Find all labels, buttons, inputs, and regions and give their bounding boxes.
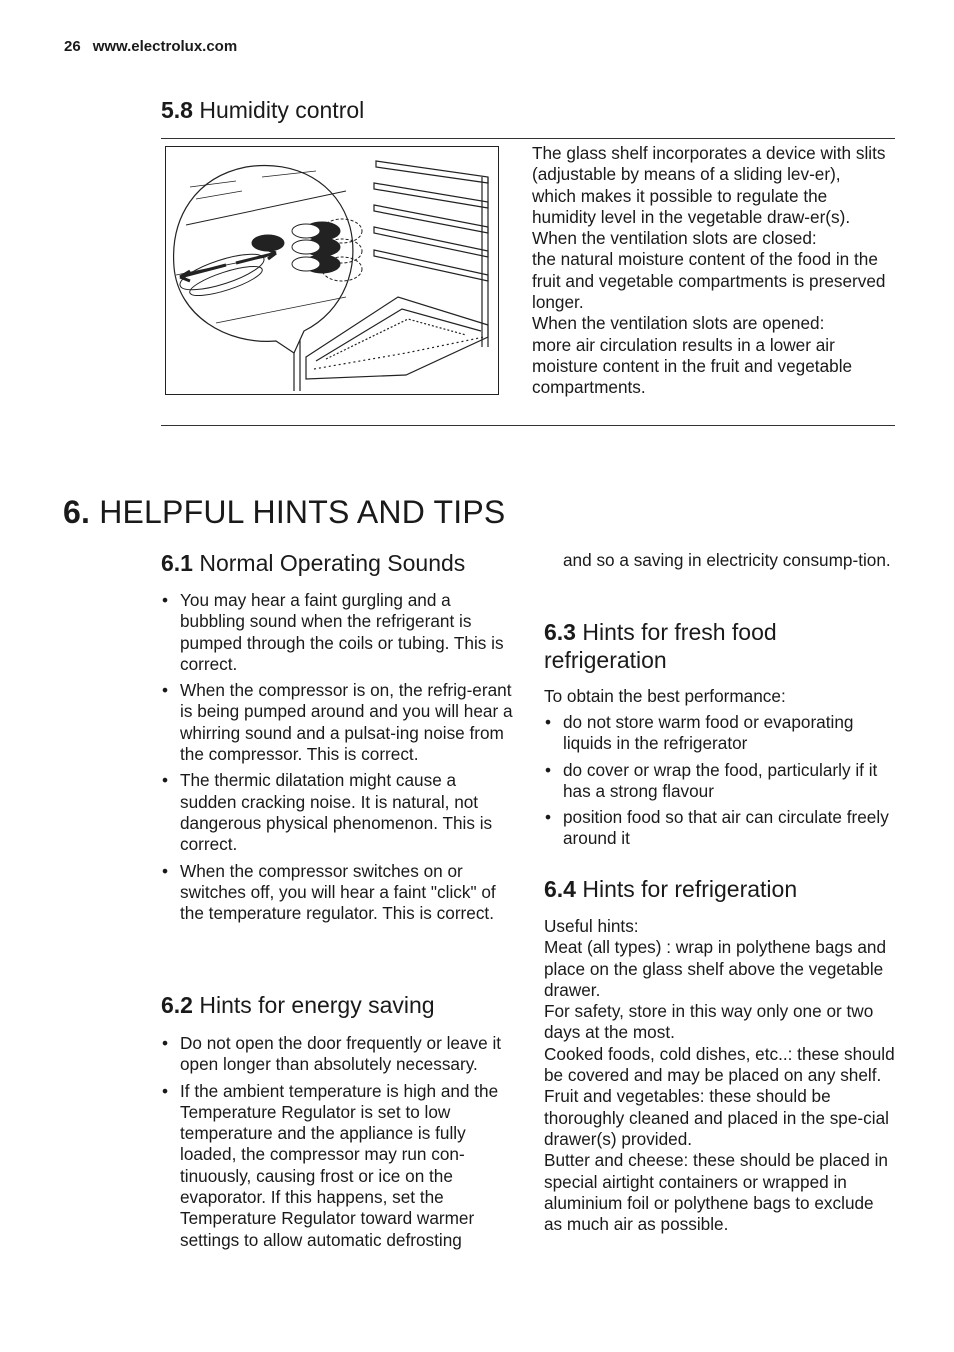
- list-item-text: When the compressor is on, the refrig-erant is being pumped around and you will hear a whirring sound and a pulsat-ing noise from the compressor. This is correct.: [180, 680, 513, 765]
- website-url: www.electrolux.com: [92, 38, 238, 55]
- section-6-1-heading: Normal Operating Sounds: [199, 550, 466, 576]
- bullet-glyph: •: [162, 1080, 169, 1101]
- paragraph: For safety, store in this way only one or two days at the most.: [544, 1001, 874, 1043]
- list-item-text: Do not open the door frequently or leave it open longer than absolutely necessary.: [180, 1033, 502, 1075]
- paragraph: more air circulation results in a lower air moisture content in the fruit and vegetable compartments.: [532, 334, 853, 398]
- section-6-4-body: [544, 916, 896, 1235]
- section-6-2-heading: Hints for energy saving: [199, 992, 435, 1018]
- section-6-3-intro: To obtain the best performance:: [544, 686, 786, 706]
- section-6-2-title: [161, 991, 435, 1019]
- section-6-2-number: 6.2: [161, 992, 193, 1018]
- page-number: 26: [64, 38, 81, 55]
- bullet-glyph: •: [162, 770, 169, 791]
- list-item: [161, 770, 513, 855]
- list-item: [544, 712, 896, 755]
- paragraph: Cooked foods, cold dishes, etc..: these should be covered and may be placed on any shelf.: [544, 1043, 895, 1086]
- bullet-glyph: •: [162, 680, 169, 701]
- section-5-8-body: [532, 143, 888, 399]
- list-item-text: do not store warm food or evaporating liquids in the refrigerator: [563, 712, 854, 754]
- bullet-glyph: •: [162, 1033, 169, 1053]
- table-top-rule: [161, 138, 895, 139]
- list-item-text: do cover or wrap the food, particularly if it has a strong flavour: [563, 759, 878, 801]
- bullet-glyph: •: [545, 807, 552, 828]
- paragraph: the natural moisture content of the food in the fruit and vegetable compartments is preserved longer.: [532, 249, 886, 313]
- list-item: [161, 1081, 513, 1251]
- section-5-8-title: [161, 96, 364, 124]
- section-6-4-heading: Hints for refrigeration: [582, 876, 798, 902]
- section-6-1-title: [161, 549, 465, 577]
- section-6-4-number: 6.4: [544, 876, 576, 902]
- bullet-glyph: •: [162, 860, 169, 881]
- paragraph: When the ventilation slots are opened:: [532, 313, 825, 334]
- page-header: [64, 38, 237, 55]
- paragraph: The glass shelf incorporates a device with slits (adjustable by means of a sliding lev-er), which makes it possible to regulate the humidity level in the vegetable draw-er(s).: [532, 143, 886, 227]
- fridge-humidity-control-illustration: [165, 146, 499, 395]
- list-item-text: position food so that air can circulate freely around it: [563, 807, 889, 849]
- list-item-text: You may hear a faint gurgling and a bubbling sound when the refrigerant is pumped through the coils or tubing. This is correct.: [180, 590, 504, 674]
- section-6-1-list: [161, 590, 513, 929]
- list-item: [161, 590, 513, 675]
- list-item-text: The thermic dilatation might cause a sudden cracking noise. It is natural, not dangerous physical phenomenon. This is correct.: [180, 770, 493, 855]
- paragraph: Fruit and vegetables: these should be thoroughly cleaned and placed in the spe-cial drawer(s) provided.: [544, 1086, 889, 1149]
- chapter-6-title: [63, 493, 505, 531]
- list-item: [544, 807, 896, 850]
- list-item: [544, 760, 896, 803]
- list-item: [161, 861, 513, 925]
- section-5-8-number: 5.8: [161, 97, 193, 123]
- section-5-8-heading: Humidity control: [199, 97, 365, 123]
- chapter-number: 6.: [63, 494, 91, 530]
- section-6-4-title: [544, 875, 797, 903]
- section-6-2-continuation: and so a saving in electricity consump-tion.: [563, 550, 891, 570]
- section-6-3-heading: Hints for fresh food refrigeration: [544, 619, 777, 673]
- list-item: [161, 680, 513, 765]
- section-6-2-list: [161, 1033, 513, 1256]
- paragraph: Useful hints:: [544, 916, 639, 936]
- bullet-glyph: •: [545, 759, 552, 780]
- list-item-text: If the ambient temperature is high and the Temperature Regulator is set to low temperature and the appliance is fully loaded, the compressor may run con-tinuously, causing frost or ice on the evaporator. If this happens, set the Temperature Regulator toward warmer settings to allow automatic defrosting: [180, 1080, 499, 1250]
- section-6-3-number: 6.3: [544, 619, 576, 645]
- paragraph: Meat (all types) : wrap in polythene bags and place on the glass shelf above the vegetable drawer.: [544, 937, 887, 1000]
- section-6-1-number: 6.1: [161, 550, 193, 576]
- list-item-text: When the compressor switches on or switches off, you will hear a faint "click" of the temperature regulator. This is correct.: [180, 860, 496, 924]
- paragraph: When the ventilation slots are closed:: [532, 228, 817, 249]
- paragraph: Butter and cheese: these should be placed in special airtight containers or wrapped in aluminium foil or polythene bags to exclude as much air as possible.: [544, 1150, 888, 1235]
- table-bottom-rule: [161, 425, 895, 426]
- bullet-glyph: •: [162, 590, 169, 610]
- list-item: [161, 1033, 513, 1076]
- chapter-heading: HELPFUL HINTS AND TIPS: [99, 494, 506, 530]
- section-6-3-list: [544, 712, 896, 855]
- section-6-3-title: [544, 618, 894, 674]
- bullet-glyph: •: [545, 712, 552, 732]
